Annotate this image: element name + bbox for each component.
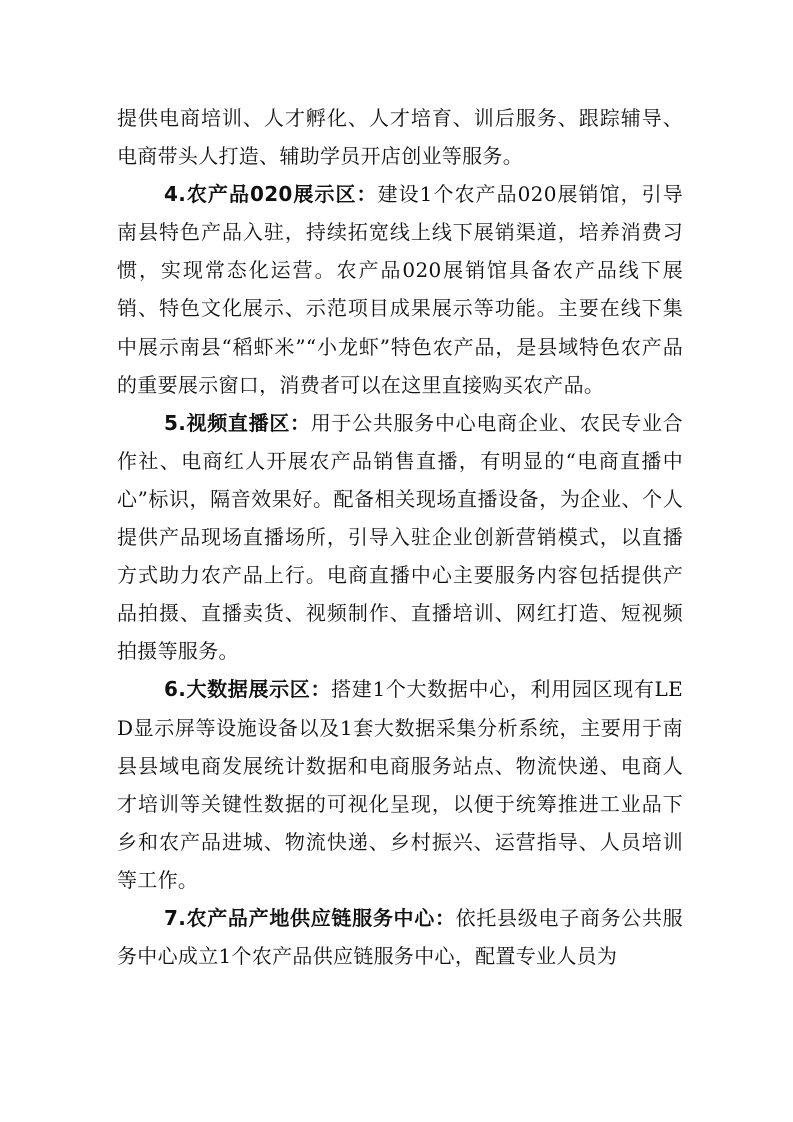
document-body xyxy=(117,99,683,975)
paragraph-supply-chain xyxy=(117,899,683,975)
section-heading: 7.农产品产地供应链服务中心： xyxy=(164,905,456,930)
paragraph-continuation xyxy=(117,99,683,175)
paragraph-text: 搭建1个大数据中心，利用园区现有LED显示屏等设施设备以及1套大数据采集分析系统，主要用于南县县域电商发展统计数据和电商服务站点、物流快递、电商人才培训等关键性数据的可视化呈现，以便于统筹推进工业品下乡和农产品进城、物流快递、乡村振兴、运营指导、人员培训等工作。 xyxy=(117,677,683,892)
paragraph-text: 依托县级电子商务公共服务中心成立1个农产品供应链服务中心，配置专业人员为 xyxy=(117,905,683,969)
section-heading: 4.农产品020展示区： xyxy=(164,182,378,207)
paragraph-text: 用于公共服务中心电商企业、农民专业合作社、电商红人开展农产品销售直播，有明显的“电商直播中心”标识，隔音效果好。配备相关现场直播设备，为企业、个人提供产品现场直播场所，引导入驻企业创新营销模式，以直播方式助力农产品上行。电商直播中心主要服务内容包括提供产品拍摄、直播卖货、视频制作、直播培训、网红打造、短视频拍摄等服务。 xyxy=(117,410,683,664)
paragraph-o2o-showroom xyxy=(117,175,683,404)
section-heading: 6.大数据展示区： xyxy=(164,677,332,702)
paragraph-text: 建设1个农产品020展销馆，引导南县特色产品入驻，持续拓宽线上线下展销渠道，培养消费习惯，实现常态化运营。农产品020展销馆具备农产品线下展销、特色文化展示、示范项目成果展示等功能。主要在线下集中展示南县“稻虾米”“小龙虾”特色农产品，是县域特色农产品的重要展示窗口，消费者可以在这里直接购买农产品。 xyxy=(117,182,683,397)
section-heading: 5.视频直播区： xyxy=(164,410,311,435)
paragraph-text: 提供电商培训、人才孵化、人才培育、训后服务、跟踪辅导、电商带头人打造、辅助学员开店创业等服务。 xyxy=(117,106,683,169)
paragraph-big-data xyxy=(117,670,683,899)
paragraph-live-streaming xyxy=(117,404,683,671)
